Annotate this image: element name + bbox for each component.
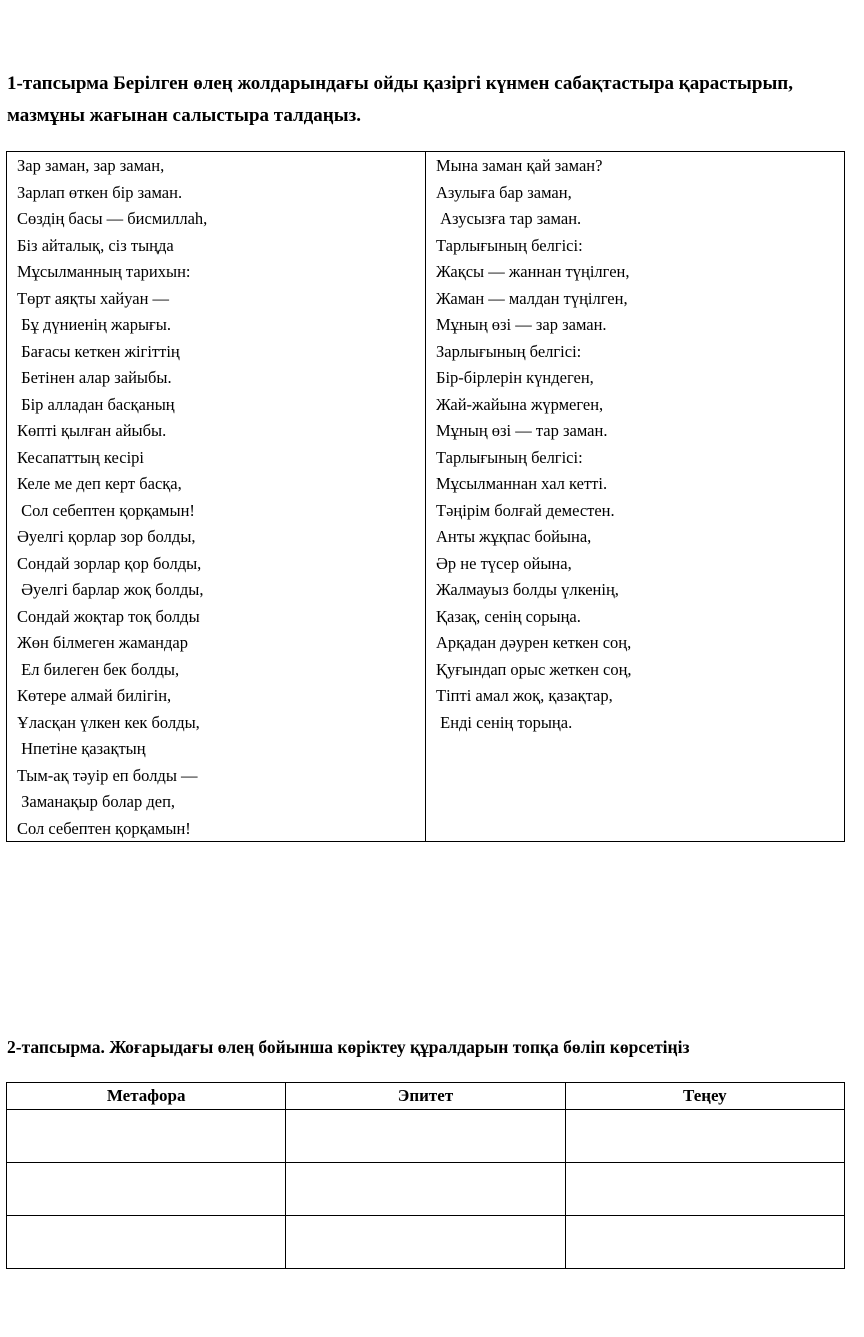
task1-title-line2: мазмұны жағынан салыстыра талдаңыз. <box>7 105 361 126</box>
poem-line: Зарлығының белгісі: <box>436 341 582 361</box>
poem-line: Тіпті амал жоқ, қазақтар, <box>436 686 613 705</box>
poem-line: Әуелгі барлар жоқ болды, <box>17 580 204 599</box>
answer-cell[interactable] <box>565 1216 844 1269</box>
table-row <box>7 1216 845 1269</box>
table-row <box>7 1163 845 1216</box>
task1-title-line1: 1-тапсырма Берілген өлең жолдарындағы ойды қазіргі күнмен сабақтастыра қарастырып, <box>7 73 793 94</box>
poem-line: Тарлығының белгісі: <box>436 235 583 255</box>
poem-line: Жөн білмеген жамандар <box>17 633 188 652</box>
poem-line: Төрт аяқты хайуан — <box>17 288 170 308</box>
poem-line: Мына заман қай заман? <box>436 156 603 175</box>
poem-line: Бір алладан басқаның <box>17 394 175 414</box>
answer-cell[interactable] <box>565 1163 844 1216</box>
answer-cell[interactable] <box>7 1110 286 1163</box>
poem-line: Мұсылманнан хал кетті. <box>436 474 608 493</box>
poem-line: Көтере алмай билігін, <box>17 686 172 705</box>
column-header-metaphor: Метафора <box>7 1083 286 1110</box>
poem-line: Сөздің басы — бисмиллаһ, <box>17 209 208 228</box>
poem-line: Тым-ақ тәуір еп болды — <box>17 765 198 785</box>
task2-title: 2-тапсырма. Жоғарыдағы өлең бойынша көріктеу құралдарын топқа бөліп көрсетіңіз <box>7 1037 690 1057</box>
poem-line: Әуелгі қорлар зор болды, <box>17 527 196 546</box>
poem-line: Бұ дүниенің жарығы. <box>17 315 172 334</box>
poem-left-column <box>7 152 425 841</box>
task1-title <box>7 68 793 132</box>
poem-line: Тарлығының белгісі: <box>436 447 583 467</box>
poem-line: Зар заман, зар заман, <box>17 156 165 175</box>
poem-line: Азусызға тар заман. <box>436 209 582 228</box>
column-header-simile: Теңеу <box>565 1083 844 1110</box>
poem-line: Азулыға бар заман, <box>436 182 572 202</box>
answer-cell[interactable] <box>286 1110 565 1163</box>
poem-line: Кесапаттың кесірі <box>17 447 145 467</box>
poem-line: Бағасы кеткен жігіттің <box>17 341 180 361</box>
poem-line: Қуғындап орыс жеткен соң, <box>436 659 632 679</box>
poem-line: Жай-жайына жүрмеген, <box>436 394 604 414</box>
answer-cell[interactable] <box>7 1216 286 1269</box>
poem-line: Нпетіне қазақтың <box>17 739 146 758</box>
poem-line: Жаман — малдан түңілген, <box>436 288 628 308</box>
poem-line: Қазақ, сенің сорыңа. <box>436 606 581 626</box>
poem-line: Анты жұқпас бойына, <box>436 527 592 546</box>
poem-line: Келе ме деп керт басқа, <box>17 474 182 493</box>
poem-line: Енді сенің торыңа. <box>436 712 573 732</box>
poem-line: Жалмауыз болды үлкенің, <box>436 580 619 599</box>
poem-line: Сол себептен қорқамын! <box>17 500 195 520</box>
answer-cell[interactable] <box>565 1110 844 1163</box>
poem-line: Мұның өзі — зар заман. <box>436 315 607 334</box>
poem-line: Тәңірім болғай деместен. <box>436 500 615 520</box>
poem-line: Көпті қылған айыбы. <box>17 421 167 440</box>
table-row <box>7 1110 845 1163</box>
poem-line: Сондай зорлар қор болды, <box>17 553 202 573</box>
poem-line: Ел билеген бек болды, <box>17 659 180 679</box>
poem-line: Әр не түсер ойына, <box>436 553 572 573</box>
answer-cell[interactable] <box>7 1163 286 1216</box>
poem-line: Сондай жоқтар тоқ болды <box>17 606 200 626</box>
poem-line: Сол себептен қорқамын! <box>17 818 191 838</box>
answer-cell[interactable] <box>286 1216 565 1269</box>
poem-right-column <box>425 152 844 841</box>
poem-table <box>6 151 845 842</box>
poem-line: Біз айталық, сіз тыңда <box>17 235 174 255</box>
poem-line: Жақсы — жаннан түңілген, <box>436 262 630 281</box>
poem-line: Заманақыр болар деп, <box>17 792 176 811</box>
figures-table <box>6 1082 845 1269</box>
answer-cell[interactable] <box>286 1163 565 1216</box>
column-header-epithet: Эпитет <box>286 1083 565 1110</box>
poem-line: Арқадан дәурен кеткен соң, <box>436 633 632 652</box>
poem-line: Бір-бірлерін күндеген, <box>436 368 594 387</box>
poem-line: Зарлап өткен бір заман. <box>17 182 183 202</box>
figures-table-header <box>7 1083 845 1110</box>
poem-line: Ұласқан үлкен кек болды, <box>17 712 200 732</box>
poem-line: Мұсылманның тарихын: <box>17 262 191 281</box>
poem-line: Мұның өзі — тар заман. <box>436 421 608 440</box>
poem-line: Бетінен алар зайыбы. <box>17 368 172 387</box>
